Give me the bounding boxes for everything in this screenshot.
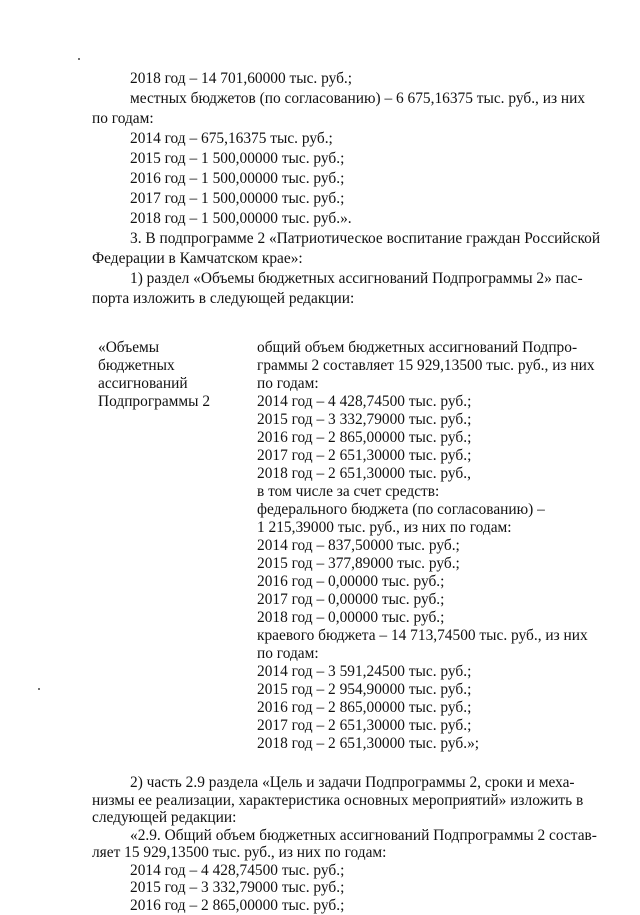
table-value: 2016 год – 2 865,00000 тыс. руб.; <box>257 699 472 716</box>
table-value: 2015 год – 3 332,79000 тыс. руб.; <box>257 411 472 428</box>
table-value: 1 215,39000 тыс. руб., из них по годам: <box>257 519 512 536</box>
text-line: 2015 год – 3 332,79000 тыс. руб.; <box>130 879 345 896</box>
text-line: 2016 год – 2 865,00000 тыс. руб.; <box>130 896 345 914</box>
text-line: Федерации в Камчатском крае»: <box>92 250 303 267</box>
scan-speck <box>38 688 40 690</box>
text-line: 2016 год – 1 500,00000 тыс. руб.; <box>130 170 345 187</box>
text-line: 2) часть 2.9 раздела «Цель и задачи Подпрограммы 2, сроки и меха- <box>130 774 575 791</box>
text-line: ляет 15 929,13500 тыс. руб., из них по годам: <box>92 844 387 861</box>
table-value: 2014 год – 4 428,74500 тыс. руб.; <box>257 393 472 410</box>
table-label: «Объемы <box>98 339 160 356</box>
text-line: 1) раздел «Объемы бюджетных ассигнований Подпрограммы 2» пас- <box>130 270 583 287</box>
table-label: бюджетных <box>98 357 175 374</box>
text-line: по годам: <box>92 110 154 127</box>
text-line: порта изложить в следующей редакции: <box>92 290 355 307</box>
table-value: 2017 год – 2 651,30000 тыс. руб.; <box>257 717 472 734</box>
table-value: 2015 год – 377,89000 тыс. руб.; <box>257 555 460 572</box>
table-value: федерального бюджета (по согласованию) – <box>257 501 545 518</box>
table-value: 2016 год – 0,00000 тыс. руб.; <box>257 573 445 590</box>
table-value: по годам: <box>257 375 319 392</box>
table-value: краевого бюджета – 14 713,74500 тыс. руб., из них <box>257 627 588 644</box>
scan-speck <box>78 58 80 60</box>
table-value: 2017 год – 0,00000 тыс. руб.; <box>257 591 445 608</box>
text-line: «2.9. Общий объем бюджетных ассигнований Подпрограммы 2 состав- <box>130 826 597 844</box>
text-line: 2015 год – 1 500,00000 тыс. руб.; <box>130 150 345 167</box>
table-label: ассигнований <box>98 375 188 392</box>
table-value: 2015 год – 2 954,90000 тыс. руб.; <box>257 681 472 698</box>
text-line: 2014 год – 675,16375 тыс. руб.; <box>130 130 333 147</box>
table-value: 2017 год – 2 651,30000 тыс. руб.; <box>257 447 472 464</box>
text-line: 2017 год – 1 500,00000 тыс. руб.; <box>130 190 345 207</box>
table-label: Подпрограммы 2 <box>98 393 211 410</box>
text-line: местных бюджетов (по согласованию) – 6 675,16375 тыс. руб., из них <box>130 90 586 107</box>
section-heading: 3. В подпрограмме 2 «Патриотическое воспитание граждан Российской <box>130 230 601 247</box>
table-value: 2018 год – 2 651,30000 тыс. руб., <box>257 465 471 482</box>
table-value: 2014 год – 3 591,24500 тыс. руб.; <box>257 663 472 680</box>
text-line: 2018 год – 14 701,60000 тыс. руб.; <box>130 70 353 87</box>
table-value: 2014 год – 837,50000 тыс. руб.; <box>257 537 460 554</box>
table-value: 2016 год – 2 865,00000 тыс. руб.; <box>257 429 472 446</box>
table-value: в том числе за счет средств: <box>257 483 440 500</box>
table-value: общий объем бюджетных ассигнований Подпро- <box>257 339 578 356</box>
text-line: 2014 год – 4 428,74500 тыс. руб.; <box>130 861 345 879</box>
table-value: граммы 2 составляет 15 929,13500 тыс. руб., из них <box>257 357 595 374</box>
text-line: низмы ее реализации, характеристика основных мероприятий» изложить в <box>92 791 584 809</box>
table-value: 2018 год – 0,00000 тыс. руб.; <box>257 609 445 626</box>
text-line: следующей редакции: <box>92 809 237 826</box>
text-line: 2018 год – 1 500,00000 тыс. руб.». <box>130 210 352 227</box>
table-value: 2018 год – 2 651,30000 тыс. руб.»; <box>257 735 480 752</box>
table-value: по годам: <box>257 645 319 662</box>
